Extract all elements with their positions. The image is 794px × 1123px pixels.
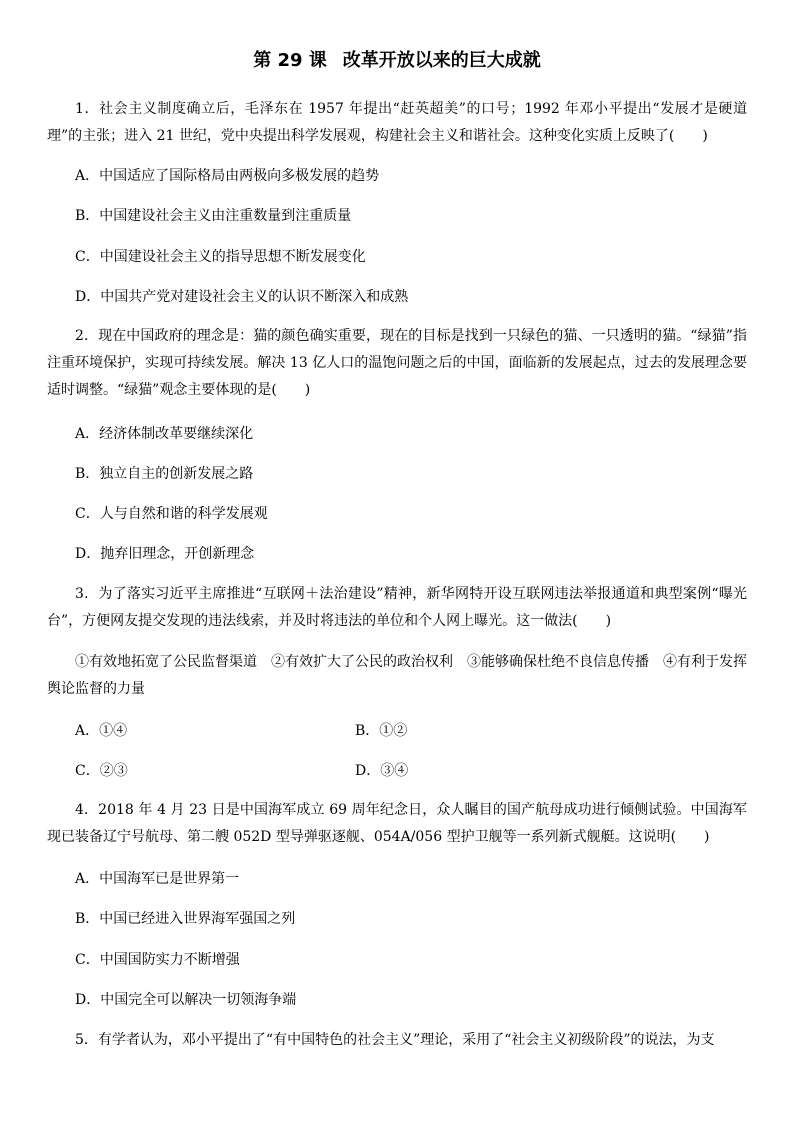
question-3-option-d: D．③④ — [355, 763, 409, 779]
question-5-stem: 5．有学者认为，邓小平提出了“有中国特色的社会主义”理论，采用了“社会主义初级阶段”的说法，为支 — [75, 1032, 715, 1048]
question-4-option-b: B．中国已经进入世界海军强国之列 — [75, 911, 296, 927]
question-3-option-c: C．②③ — [75, 763, 128, 779]
page-title — [0, 50, 794, 72]
question-3-option-b: B．①② — [355, 723, 408, 739]
question-3-option-a: A．①④ — [75, 723, 128, 739]
question-4-option-d: D．中国完全可以解决一切领海争端 — [75, 992, 297, 1008]
question-3-stem: 3．为了落实习近平主席推进“互联网＋法治建设”精神，新华网特开设互联网违法举报通道和典型案例“曝光台”，方便网友提交发现的违法线索，并及时将违法的单位和个人网上曝光。这一做法( ) — [47, 586, 747, 629]
question-2-option-a: A．经济体制改革要继续深化 — [75, 426, 254, 442]
lesson-number: 第 29 课 — [253, 50, 327, 71]
question-4-option-c: C．中国国防实力不断增强 — [75, 952, 240, 968]
question-1-option-c: C．中国建设社会主义的指导思想不断发展变化 — [75, 249, 366, 265]
question-1-stem: 1．社会主义制度确立后，毛泽东在 1957 年提出“赶英超美”的口号；1992 年邓小平提出“发展才是硬道理”的主张；进入 21 世纪，党中央提出科学发展观，构建社会主义和谐社会。这种变化实质上反映了( ) — [47, 101, 747, 144]
question-3-statements: ①有效地拓宽了公民监督渠道 ②有效扩大了公民的政治权利 ③能够确保杜绝不良信息传播 ④有利于发挥舆论监督的力量 — [47, 654, 747, 697]
question-4-option-a: A．中国海军已是世界第一 — [75, 871, 240, 887]
question-2-option-d: D．抛弃旧理念，开创新理念 — [75, 546, 255, 562]
question-1-option-a: A．中国适应了国际格局由两极向多极发展的趋势 — [75, 168, 380, 184]
question-2-option-c: C．人与自然和谐的科学发展观 — [75, 506, 268, 522]
question-2-option-b: B．独立自主的创新发展之路 — [75, 466, 254, 482]
question-2-stem: 2．现在中国政府的理念是：猫的颜色确实重要，现在的目标是找到一只绿色的猫、一只透明的猫。“绿猫”指注重环境保护，实现可持续发展。解决 13 亿人口的温饱问题之后的中国，面临新的发展起点，过去的发展理念要适时调整。“绿猫”观念主要体现的是( ) — [47, 328, 747, 398]
question-1-option-d: D．中国共产党对建设社会主义的认识不断深入和成熟 — [75, 289, 409, 305]
lesson-name: 改革开放以来的巨大成就 — [342, 50, 541, 71]
question-4-stem: 4．2018 年 4 月 23 日是中国海军成立 69 周年纪念日，众人瞩目的国产航母成功进行倾侧试验。中国海军现已装备辽宁号航母、第二艘 052D 型导弹驱逐舰、054A/056 型护卫舰等一系列新式舰艇。这说明( ) — [47, 802, 747, 845]
question-1-option-b: B．中国建设社会主义由注重数量到注重质量 — [75, 208, 352, 224]
